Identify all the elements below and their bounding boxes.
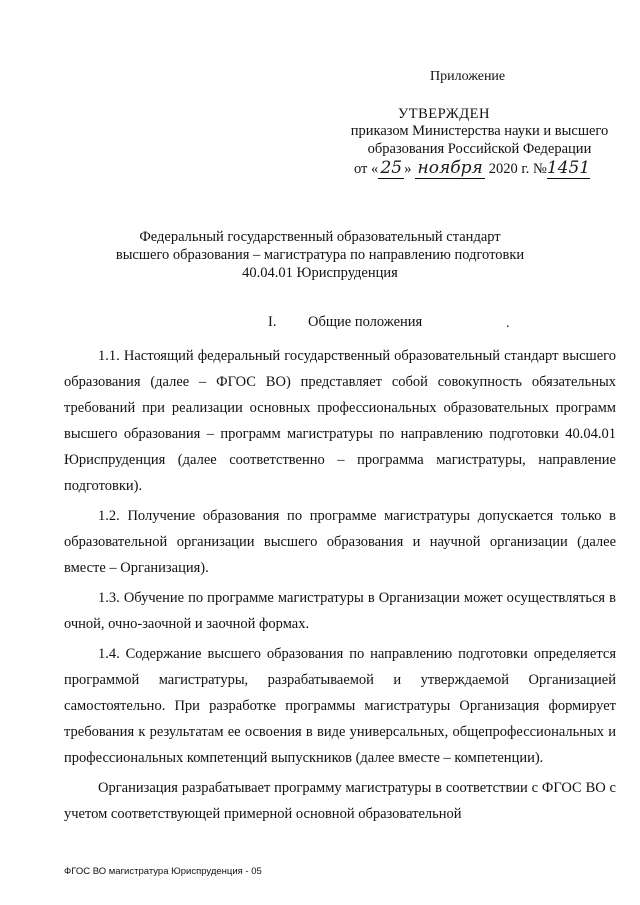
title-line-2: высшего образования – магистратура по направлению подготовки [115, 247, 525, 263]
paragraph-1-3: 1.3. Обучение по программе магистратуры в Организации может осуществляться в очной, очно-заочной и заочной формах. [64, 590, 616, 632]
section-number: I. [268, 314, 277, 330]
date-month-handwritten: ноября [415, 158, 485, 179]
section-title: Общие положения [308, 314, 423, 330]
paragraph-1-2: 1.2. Получение образования по программе магистратуры допускается только в образовательной организации высшего образования и научной организации (далее вместе – Организация). [64, 508, 616, 576]
section-heading [268, 314, 422, 331]
order-number-handwritten: 1451 [546, 158, 591, 178]
order-line-1: приказом Министерства науки и высшего [350, 123, 609, 139]
stray-mark: . [506, 316, 510, 331]
paragraph-organization: Организация разрабатывает программу магистратуры в соответствии с ФГОС ВО с учетом соответствующей примерной основной образовательной [64, 780, 616, 822]
standard-title [100, 228, 540, 282]
date-day-handwritten: 25 [378, 158, 404, 179]
date-prefix: от « [354, 161, 379, 177]
page-footer: ФГОС ВО магистратура Юриспруденция - 05 [64, 866, 262, 877]
paragraph-1-4: 1.4. Содержание высшего образования по направлению подготовки определяется программой магистратуры, разрабатываемой и утверждаемой Организацией самостоятельно. При разработке программы магистратуры Организация формирует требования к результатам ее освоения в виде универсальных, общепрофессиональных и профессиональных компетенций выпускников (далее вместе – компетенции). [64, 646, 616, 766]
order-date-line [354, 158, 590, 179]
title-line-3: 40.04.01 Юриспруденция [242, 265, 398, 281]
approved-label: УТВЕРЖДЕН [398, 106, 490, 122]
document-body [64, 343, 616, 831]
order-line-2: образования Российской Федерации [367, 141, 592, 157]
paragraph-1-1: 1.1. Настоящий федеральный государственный образовательный стандарт высшего образования (далее – ФГОС ВО) представляет собой совокупность обязательных требований при реализации основных профессиональных образовательных программ высшего образования – программ магистратуры по направлению подготовки 40.04.01 Юриспруденция (далее соответственно – программа магистратуры, направление подготовки). [64, 348, 616, 494]
appendix-label: Приложение [430, 69, 506, 84]
date-year: 2020 г. № [488, 161, 547, 177]
approval-order [337, 122, 622, 158]
title-line-1: Федеральный государственный образовательный стандарт [139, 229, 501, 245]
date-mid: » [404, 161, 412, 177]
